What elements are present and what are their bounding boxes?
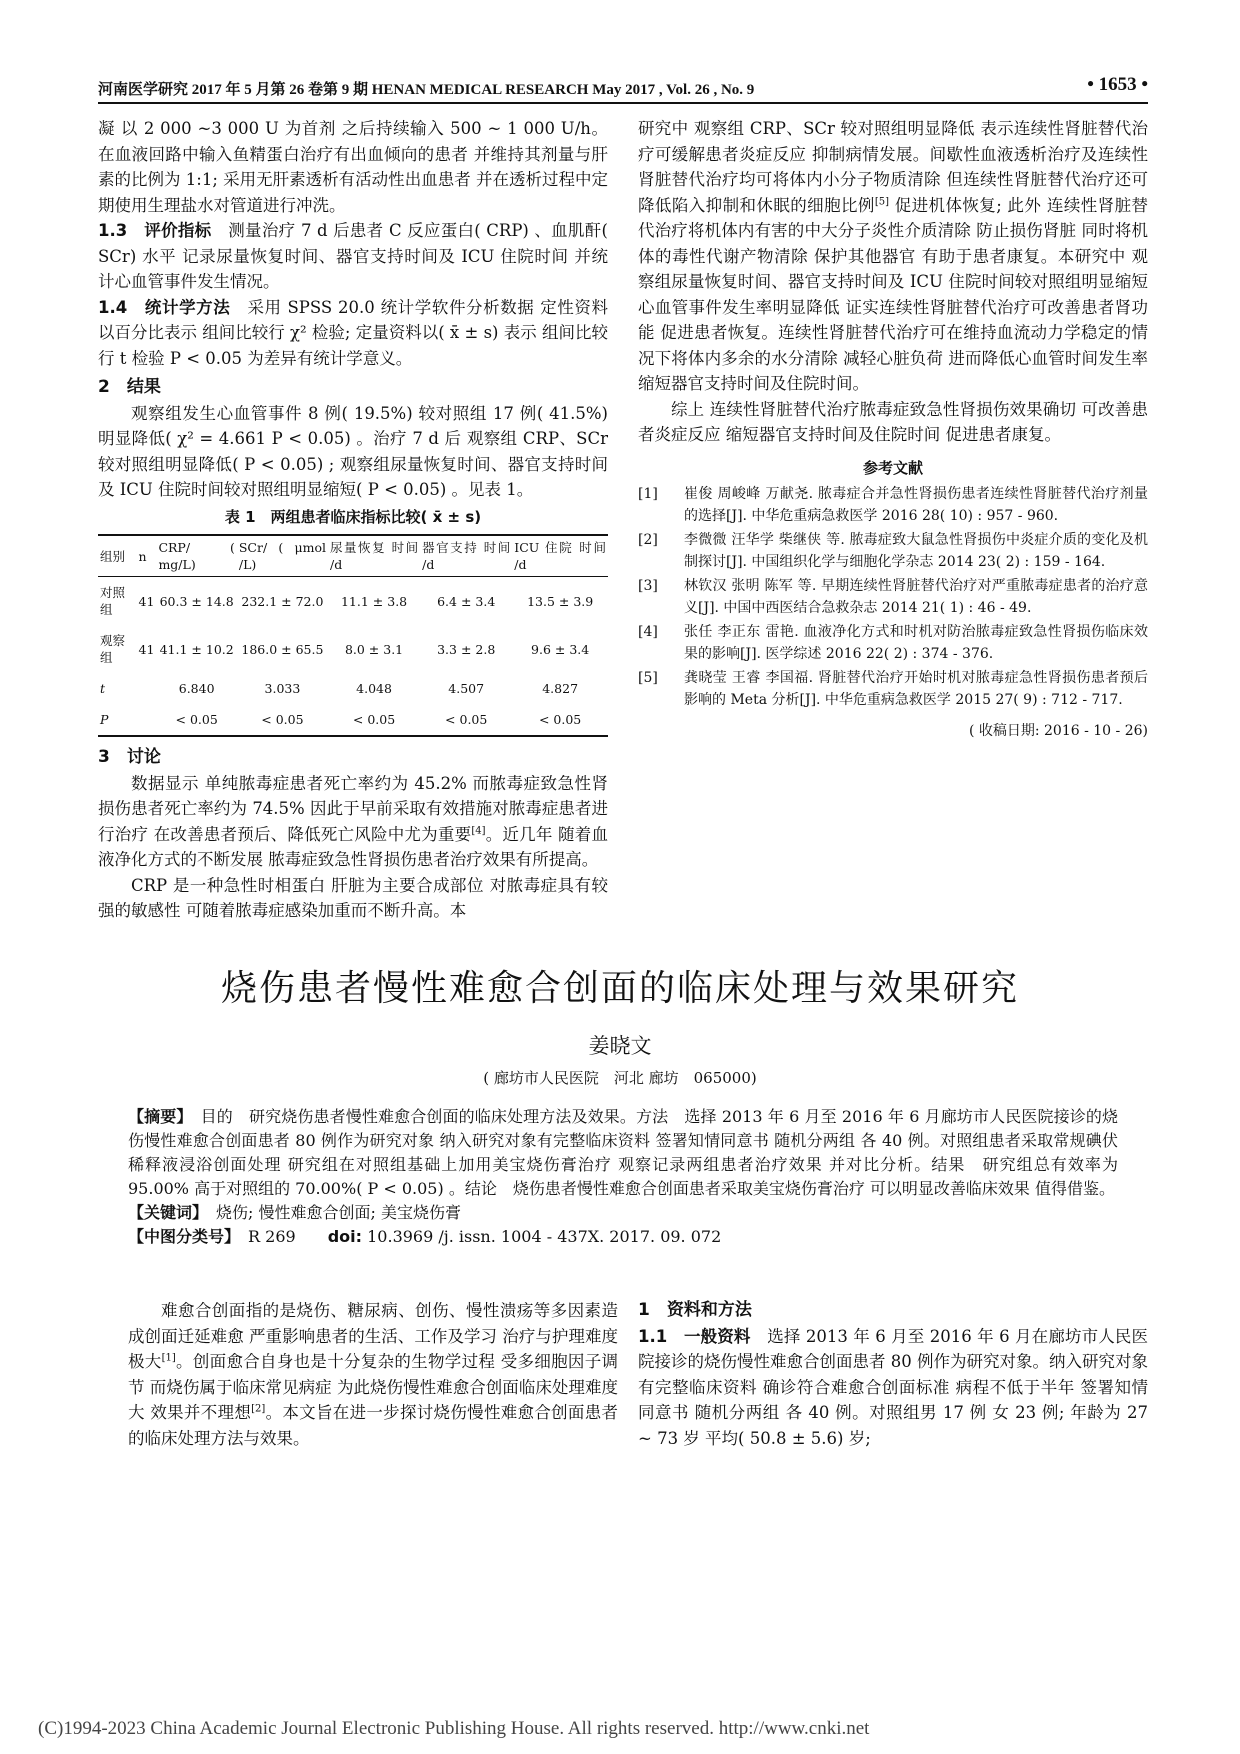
table-cell: 232.1 ± 72.0 [241, 593, 324, 609]
reference-item [638, 529, 1148, 573]
classification [128, 1225, 1118, 1249]
abstract-label: 【摘要】 [128, 1107, 185, 1126]
copyright-footer: (C)1994-2023 China Academic Journal Electronic Publishing House. All rights reserved. http://www.cnki.net [38, 1718, 870, 1739]
table-header-cell: CRP/ ( mg/L) [156, 535, 236, 577]
text: 。创面愈合自身也是十分复杂的生物学过程 受多细胞因子调节 而烧伤属于临床常见病症 为此烧伤慢性难愈合创面临床处理难度大 效果并不理想 [128, 1352, 618, 1422]
clc-label: 【中图分类号】 [128, 1227, 233, 1246]
table-cell: 3.033 [264, 681, 301, 696]
text: 促进机体恢复; 此外 连续性肾脏替代治疗将机体内有害的中大分子炎性介质清除 防止损伤肾脏 同时将机体的毒性代谢产物清除 保护其他器官 有助于患者康复。本研究中 观察组尿量恢复时间、器官支持时间及 ICU 住院时间较对照组明显缩短 心血管事件发生率明显降低 证实连续性肾脏替代治疗可改善患者肾功能 促进患者恢复。连续性肾脏替代治疗可在维持血流动力学稳定的情况下将体内多余的水分清除 减轻心脏负荷 进而降低心血管时间发生率 缩短器官支持时间及住院时间。 [638, 195, 1149, 393]
abstract-block [128, 1105, 1118, 1249]
reference-text: 龚晓莹 王睿 李国福. 肾脏替代治疗开始时机对脓毒症急性肾损伤患者预后影响的 Meta 分析[J]. 中华危重病急救医学 2015 27( 9) : 712 - 717. [684, 670, 1148, 708]
article-title: 烧伤患者慢性难愈合创面的临床处理与效果研究 [220, 968, 1019, 1009]
table-header-cell: 尿量恢复 时间 /d [328, 535, 420, 577]
section-heading: 3 讨论 [98, 747, 161, 767]
abstract-text: 目的 研究烧伤患者慢性难愈合创面的临床处理方法及效果。方法 选择 2013 年 6 月至 2016 年 6 月廊坊市人民医院接诊的烧伤慢性难愈合创面患者 80 例作为研究对象 纳入研究对象有完整临床资料 签署知情同意书 随机分两组 各 40 例。对照组患者采取常规碘伏稀释液浸浴创面处理 研究组在对照组基础上加用美宝烧伤膏治疗 观察记录两组患者治疗效果 并对比分析。结果 研究组总有效率为 95.00% 高于对照组的 70.00%( P < 0.05) 。结论 烧伤患者慢性难愈合创面患者采取美宝烧伤膏治疗 可以明显改善临床效果 值得借鉴。 [128, 1107, 1118, 1198]
table-cell: < 0.05 [237, 704, 328, 736]
section-label: 1.3 评价指标 [98, 221, 212, 240]
section-label: 1.4 统计学方法 [98, 297, 231, 317]
table-cell: P [98, 704, 137, 736]
article2-left-column [128, 1298, 618, 1451]
table-cell: 9.6 ± 3.4 [531, 641, 590, 657]
reference-item [638, 667, 1148, 711]
paragraph: CRP 是一种急性时相蛋白 肝脏为主要合成部位 对脓毒症具有较强的敏感性 可随着脓毒症感染加重而不断升高。本 [98, 875, 608, 920]
citation: [5] [874, 196, 890, 207]
reference-number: [4] [638, 624, 658, 640]
results-table [98, 534, 608, 737]
table-header-cell: SCr/ ( μmol /L) [237, 535, 328, 577]
table-header-cell: ICU 住院 时间 /d [512, 535, 608, 577]
author-affiliation: ( 廊坊市人民医院 河北 廊坊 065000) [483, 1069, 757, 1087]
table-cell: 对照组 [100, 585, 126, 617]
section-1-3 [98, 218, 608, 295]
article2-right-column [638, 1298, 1148, 1451]
section-label: 1.1 一般资料 [638, 1326, 751, 1346]
paragraph: 凝 以 2 000 ~3 000 U 为首剂 之后持续输入 500 ~ 1 000 U/h。在血液回路中输入鱼精蛋白治疗有出血倾向的患者 并维持其剂量与肝素的比例为 1:1; 采用无肝素透析有活动性出血患者 并在透析过程中定期使用生理盐水对管道进行冲洗。 [98, 119, 608, 215]
citation: [1] [161, 1352, 176, 1364]
table-cell: 13.5 ± 3.9 [527, 593, 594, 609]
table-row [98, 704, 608, 736]
table-cell [137, 704, 157, 736]
keywords [128, 1201, 1118, 1225]
table-cell: < 0.05 [420, 704, 512, 736]
text: 。近几年 随着血液净化方式的不断发展 脓毒症致急性肾损伤患者治疗效果有所提高。 [98, 824, 608, 869]
text: 研究中 观察组 CRP、SCr 较对照组明显降低 表示连续性肾脏替代治疗可缓解患者炎症反应 抑制病情发展。间歇性血液透析治疗及连续性肾脏替代治疗均可将体内小分子物质清除 但连续性肾脏替代治疗还可降低陷入抑制和休眠的细胞比例 [638, 119, 1148, 215]
table-cell: 观察组 [100, 633, 126, 665]
right-column [638, 116, 1148, 745]
keywords-label: 【关键词】 [128, 1203, 201, 1222]
reference-text: 林钦汉 张明 陈军 等. 早期连续性肾脏替代治疗对严重脓毒症患者的治疗意义[J]. 中国中西医结合急救杂志 2014 21( 1) : 46 - 49. [684, 578, 1148, 616]
table-cell: 6.840 [178, 681, 215, 696]
article-author: 姜晓文 [588, 1034, 652, 1058]
section-1-4 [98, 295, 608, 372]
paragraph [98, 771, 608, 873]
table-caption: 表 1 两组患者临床指标比较( x̄ ± s) [224, 507, 482, 526]
table-cell: 186.0 ± 65.5 [241, 641, 324, 657]
table-header-row [98, 535, 608, 577]
reference-number: [5] [638, 670, 658, 686]
table-row [98, 673, 608, 704]
table-cell: 8.0 ± 3.1 [344, 641, 404, 657]
citation: [4] [471, 825, 486, 836]
table-cell: t [100, 681, 106, 696]
running-header [98, 74, 1148, 100]
abstract [128, 1105, 1118, 1201]
section-heading: 2 结果 [98, 377, 161, 397]
text: 。本文旨在进一步探讨烧伤慢性难愈合创面患者的临床处理方法与效果。 [128, 1403, 619, 1448]
doi-label: doi: [327, 1227, 363, 1246]
table-cell: 4.507 [448, 681, 485, 696]
reference-item [638, 575, 1148, 619]
paragraph: 观察组发生心血管事件 8 例( 19.5%) 较对照组 17 例( 41.5%) 明显降低( χ² = 4.661 P < 0.05) 。治疗 7 d 后 观察组 CRP、SCr 较对照组明显降低( P < 0.05) ; 观察组尿量恢复时间、器官支持时间及 ICU 住院时间较对照组明显缩短( P < 0.05) 。见表 1。 [98, 403, 608, 499]
reference-number: [1] [638, 486, 658, 502]
received-date: ( 收稿日期: 2016 - 10 - 26) [968, 723, 1148, 739]
table-row [98, 625, 608, 673]
table-header-cell: n [137, 535, 157, 577]
text: 难愈合创面指的是烧伤、糖尿病、创伤、慢性溃疡等多因素造成创面迁延难愈 严重影响患者的生活、工作及学习 治疗与护理难度极大 [128, 1301, 618, 1371]
table-cell: 4.827 [542, 681, 579, 696]
text: 选择 2013 年 6 月至 2016 年 6 月在廊坊市人民医院接诊的烧伤慢性难愈合创面患者 80 例作为研究对象。纳入研究对象有完整临床资料 确诊符合难愈合创面标准 病程不低于半年 签署知情同意书 随机分两组 各 40 例。对照组男 17 例 女 23 例; 年龄为 27 ~ 73 岁 平均( 50.8 ± 5.6) 岁; [638, 1326, 1149, 1448]
references-heading: 参考文献 [862, 458, 923, 477]
paragraph [638, 116, 1148, 397]
reference-item [638, 483, 1148, 527]
reference-text: 李微微 汪华学 柴继侠 等. 脓毒症致大鼠急性肾损伤中炎症介质的变化及机制探讨[J]. 中国组织化学与细胞化学杂志 2014 23( 2) : 159 - 164. [684, 532, 1148, 570]
table-header-cell: 器官支持 时间 /d [420, 535, 512, 577]
paragraph [128, 1298, 618, 1451]
section-heading: 1 资料和方法 [638, 1300, 752, 1320]
paragraph: 测量治疗 7 d 后患者 C 反应蛋白( CRP) 、血肌酐( SCr) 水平 记录尿量恢复时间、器官支持时间及 ICU 住院时间 并统计心血管事件发生情况。 [98, 221, 608, 291]
section-1-1 [638, 1324, 1148, 1452]
journal-header: 河南医学研究 2017 年 5 月第 26 卷第 9 期 HENAN MEDICAL RESEARCH May 2017 , Vol. 26 , No. 9 [98, 82, 755, 98]
clc-text: R 269 [232, 1227, 328, 1246]
page-number: • 1653 • [1087, 74, 1148, 95]
table-row [98, 577, 608, 626]
table-cell: 41 [138, 593, 155, 609]
paragraph: 采用 SPSS 20.0 统计学软件分析数据 定性资料以百分比表示 组间比较行 χ² 检验; 定量资料以( x̄ ± s) 表示 组间比较行 t 检验 P < 0.05 为差异有统计学意义。 [98, 297, 608, 368]
table-cell: 60.3 ± 14.8 [159, 593, 234, 609]
table-cell: 6.4 ± 3.4 [437, 593, 496, 609]
table-cell: < 0.05 [156, 704, 236, 736]
keywords-text: 烧伤; 慢性难愈合创面; 美宝烧伤膏 [200, 1203, 461, 1222]
table-cell: 41 [138, 641, 155, 657]
citation: [2] [251, 1403, 266, 1415]
header-rule [98, 102, 1148, 104]
text: 数据显示 单纯脓毒症患者死亡率约为 45.2% 而脓毒症致急性肾损伤患者死亡率约为 74.5% 因此于早前采取有效措施对脓毒症患者进行治疗 在改善患者预后、降低死亡风险中尤为重要 [98, 773, 608, 844]
reference-number: [3] [638, 578, 658, 594]
reference-number: [2] [638, 532, 658, 548]
table-header-cell: 组别 [98, 535, 137, 577]
left-column [98, 116, 608, 924]
reference-item [638, 621, 1148, 665]
doi-text: 10.3969 /j. issn. 1004 - 437X. 2017. 09. 072 [362, 1227, 722, 1246]
table-cell: < 0.05 [512, 704, 608, 736]
table-cell: 4.048 [356, 681, 392, 696]
table-cell [137, 673, 157, 704]
reference-text: 崔俊 周峻峰 万献尧. 脓毒症合并急性肾损伤患者连续性肾脏替代治疗剂量的选择[J]. 中华危重病急救医学 2016 28( 10) : 957 - 960. [684, 486, 1148, 524]
table-cell: 11.1 ± 3.8 [340, 593, 408, 609]
table-cell: 3.3 ± 2.8 [437, 641, 496, 657]
paragraph: 综上 连续性肾脏替代治疗脓毒症致急性肾损伤效果确切 可改善患者炎症反应 缩短器官支持时间及住院时间 促进患者康复。 [638, 399, 1148, 444]
table-cell: < 0.05 [328, 704, 420, 736]
reference-text: 张任 李正东 雷艳. 血液净化方式和时机对防治脓毒症致急性肾损伤临床效果的影响[J]. 医学综述 2016 22( 2) : 374 - 376. [684, 624, 1148, 662]
table-cell: 41.1 ± 10.2 [159, 641, 234, 657]
